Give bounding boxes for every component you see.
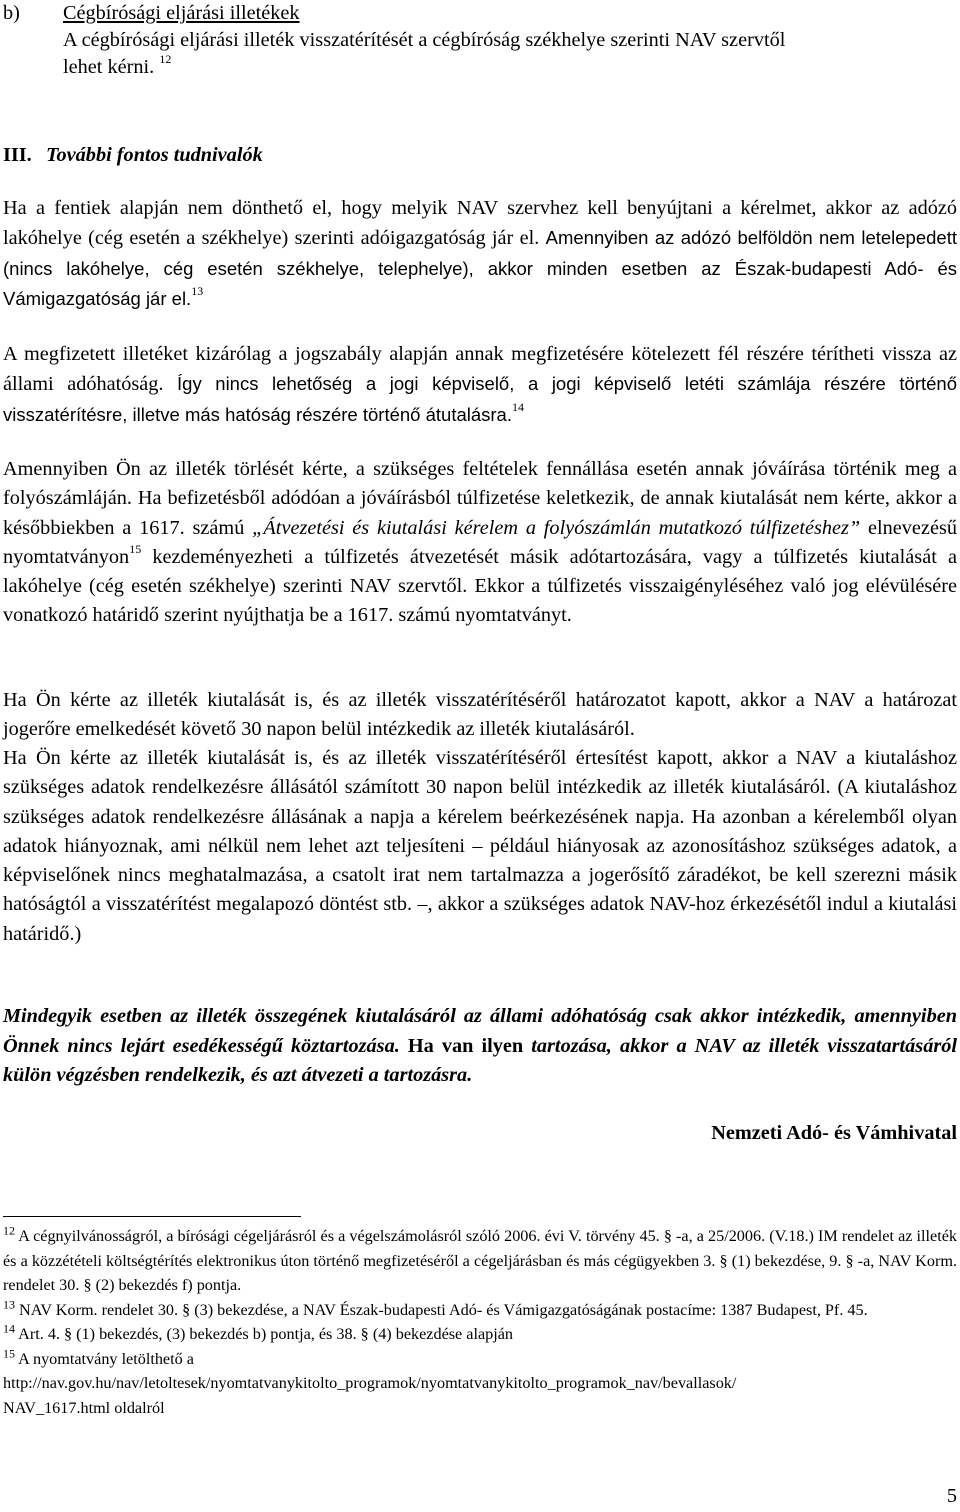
footnote-15 — [3, 1347, 957, 1372]
signature-authority: Nemzeti Adó- és Vámhivatal — [711, 1122, 957, 1144]
section-b-marker: b) — [3, 2, 20, 24]
paragraph-3-text-b: elnevezésű nyomtatványon — [3, 516, 957, 568]
footnote-12-text: A cégnyilvánosságról, a bírósági cégeljárásról és a végelszámolásról szóló 2006. évi V. törvény 45. § -a, a 25/2006. (V.18.) IM rendelet az illeték és a közzétételi költségtérítés elektronikus úton történő megfizetéséről a cégeljárásban és más cégügyekben 3. § (1) bekezdése, 9. § -a, NAV Korm. rendelet 30. § (2) bekezdés f) pontja. — [3, 1227, 957, 1294]
paragraph-3-text-c: kezdeményezheti a túlfizetés átvezetését másik adótartozására, vagy a túlfizetés kiutalását a lakóhelye (cég esetén székhelye) szerinti NAV szervtől. Ekkor a túlfizetés visszaigényléséhez való jog elévülésére vonatkozó határidő szerint nyújthatja be a 1617. számú nyomtatványt. — [3, 545, 957, 627]
footnote-13 — [3, 1298, 957, 1323]
footnote-15-number: 15 — [3, 1346, 15, 1361]
section-b-line2 — [3, 54, 957, 81]
section-iii-marker: III. — [3, 144, 32, 166]
paragraph-3-form-name: „Átvezetési és kiutalási kérelem a folyószámlán mutatkozó túlfizetéshez” — [252, 516, 861, 539]
page-number: 5 — [946, 1485, 957, 1507]
paragraph-2 — [3, 340, 957, 430]
section-b-heading-line — [3, 0, 957, 27]
paragraph-5 — [3, 744, 957, 949]
paragraph-1-text-a: Ha a fentiek alapján nem dönthető el, hogy melyik NAV szervhez kell benyújtani a kérelmet, akkor az adózó lakóhelye (cég esetén a székhelye) szerinti adóigazgatóság jár el. — [3, 197, 957, 250]
footnote-separator — [3, 1216, 301, 1217]
paragraph-4-text: Ha Ön kérte az illeték kiutalását is, és az illeték visszatérítéséről határozatot kapott, akkor a NAV a határozat jogerőre emelkedését követő 30 napon belül intézkedik az illeték kiutalásáról. — [3, 689, 957, 741]
paragraph-6-text-d: akkor a NAV az illeték visszatartásáról külön végzésben rendelkezik, és azt átvezeti a tartozásra. — [3, 1034, 958, 1086]
paragraph-1-text-b: Amennyiben az adózó belföldön nem letelepedett (nincs lakóhelye, cég esetén székhelye, telephelye), akkor minden esetben az Észak-budapesti Adó- és Vámigazgatóság jár el. — [3, 227, 957, 309]
footnote-13-number: 13 — [3, 1297, 15, 1312]
paragraph-6-text-b: Ha van ilyen — [407, 1034, 524, 1057]
footnote-ref-14[interactable]: 14 — [512, 399, 524, 414]
section-iii-heading — [3, 142, 263, 168]
paragraph-5-text: Ha Ön kérte az illeték kiutalását is, és az illeték visszatérítéséről értesítést kapott, akkor a NAV a kiutaláshoz szükséges adatok rendelkezésre állásától számított 30 napon belül intézkedik az illeték kiutalásáról. (A kiutaláshoz szükséges adatok rendelkezésre állásának a napja a kérelem beérkezésének napja. Ha azonban a kérelemből olyan adatok hiányoznak, ami nélkül nem lehet azt teljesíteni – például hiányosak az azonosításhoz szükséges adatok, a képviselőnek nincs meghatalmazása, a csatolt irat nem tartalmazza a jogerősítő záradékot, be kell szerezni másik hatóságtól a visszatérítést megalapozó döntést stb. –, akkor a szükséges adatok NAV-hoz érkezésétől indul a kiutalási határidő.) — [3, 747, 957, 945]
footnote-ref-12[interactable]: 12 — [159, 52, 172, 67]
footnote-ref-15[interactable]: 15 — [129, 542, 142, 557]
section-iii-title: További fontos tudnivalók — [46, 144, 263, 166]
section-b — [3, 0, 957, 81]
footnote-12-number: 12 — [3, 1223, 15, 1238]
footnote-15-text: A nyomtatvány letölthető a — [18, 1349, 194, 1368]
footnote-ref-13[interactable]: 13 — [191, 284, 204, 299]
paragraph-2-text-b: Így nincs lehetőség a jogi képviselő, a jogi képviselő letéti számlája részére történő visszatérítésre, illetve más hatóság részére történő átutalásra. — [3, 373, 957, 425]
footnote-15-url[interactable]: http://nav.gov.hu/nav/letoltesek/nyomtatvanykitolto_programok/nyomtatvanykitolto_programok_nav/bevallasok/ — [3, 1374, 737, 1392]
paragraph-1 — [3, 194, 957, 314]
paragraph-2-text-a: A megfizetett illetéket kizárólag a jogszabály alapján annak megfizetésére kötelezett fél részére térítheti vissza az állami adóhatóság. — [3, 343, 957, 396]
footnote-14-number: 14 — [3, 1321, 15, 1336]
paragraph-4 — [3, 686, 957, 745]
paragraph-6-text-c: tartozása, — [531, 1034, 612, 1057]
section-b-heading: Cégbírósági eljárási illetékek — [63, 2, 300, 24]
footnotes — [3, 1224, 957, 1420]
paragraph-6-text-a: Mindegyik esetben az illeték összegének kiutalásáról az állami adóhatóság csak akkor intézkedik, amennyiben Önnek nincs lejárt esedékességű köztartozása. — [3, 1005, 957, 1057]
footnote-12 — [3, 1224, 957, 1298]
paragraph-6-notice — [3, 1002, 957, 1091]
paragraph-3 — [3, 455, 957, 631]
footnote-13-text: NAV Korm. rendelet 30. § (3) bekezdése, a NAV Észak-budapesti Adó- és Vámigazgatóságának postacíme: 1387 Budapest, Pf. 45. — [19, 1300, 868, 1319]
footnote-14-text: Art. 4. § (1) bekezdés, (3) bekezdés b) pontja, és 38. § (4) bekezdése alapján — [18, 1325, 514, 1343]
section-b-line2-text: lehet kérni. — [63, 56, 155, 78]
footnote-15-url-tail: NAV_1617.html oldalról — [3, 1398, 165, 1417]
footnote-14 — [3, 1322, 957, 1347]
paragraph-3-text-a: Amennyiben Ön az illeték törlését kérte, a szükséges feltételek fennállása esetén annak jóváírása történik meg a folyószámláján. Ha befizetésből adódóan a jóváírásból túlfizetése keletkezik, de annak kiutalását nem kérte, akkor a későbbiekben a 1617. számú — [3, 458, 957, 539]
section-b-line1: A cégbírósági eljárási illeték visszatérítését a cégbíróság székhelye szerinti NAV szervtől — [63, 29, 786, 51]
